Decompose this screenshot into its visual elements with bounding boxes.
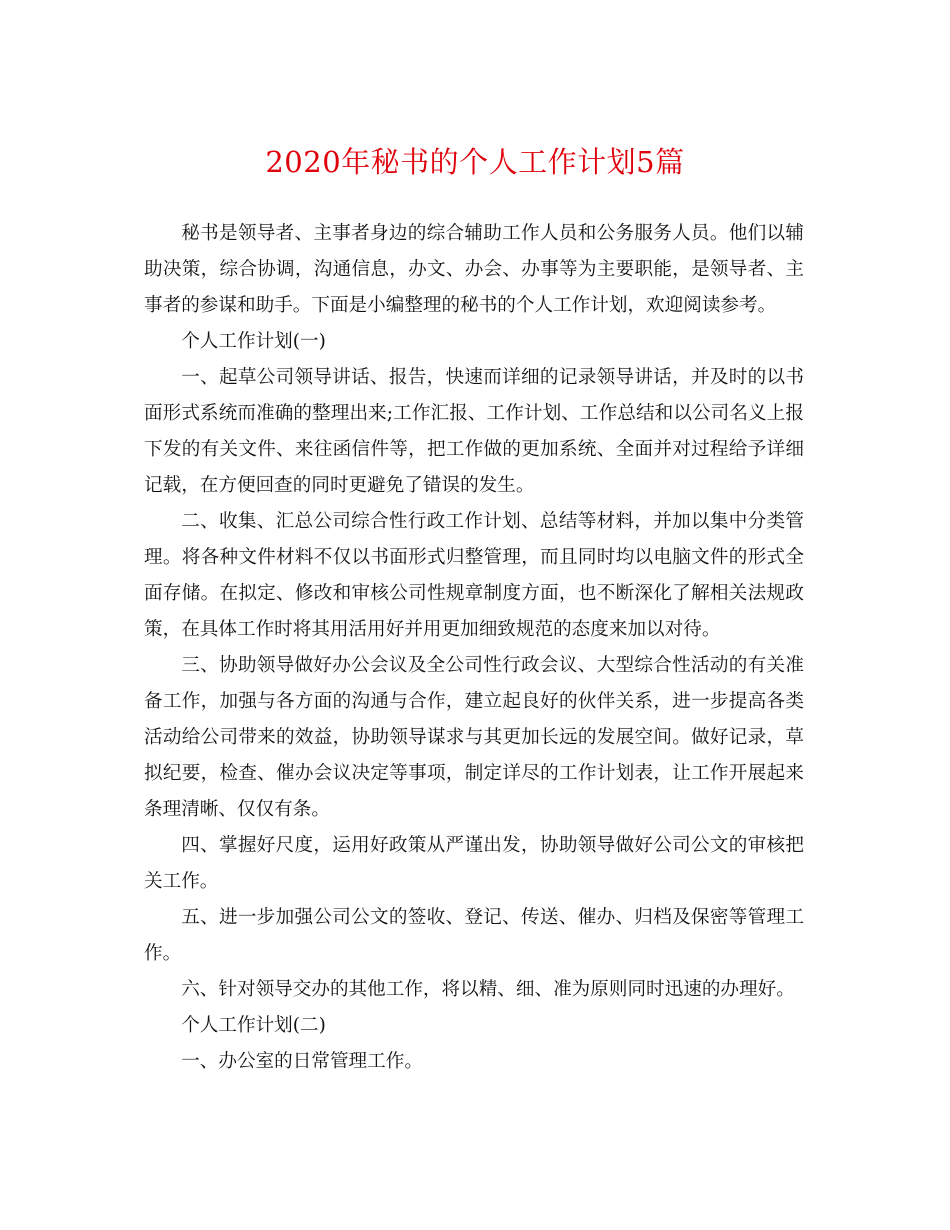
plan-1-item-5: 五、进一步加强公司公文的签收、登记、传送、催办、归档及保密等管理工作。 <box>144 907 804 964</box>
section-heading-plan-2: 个人工作计划(二) <box>181 1015 326 1036</box>
intro-paragraph: 秘书是领导者、主事者身边的综合辅助工作人员和公务服务人员。他们以辅助决策，综合协调，沟通信息，办文、办会、办事等为主要职能，是领导者、主事者的参谋和助手。下面是小编整理的秘书的个人工作计划，欢迎阅读参考。 <box>144 223 804 316</box>
section-heading-plan-1: 个人工作计划(一) <box>181 331 326 352</box>
document-title: 2020年秘书的个人工作计划5篇 <box>265 145 685 179</box>
plan-1-item-6: 六、针对领导交办的其他工作，将以精、细、准为原则同时迅速的办理好。 <box>181 979 795 1000</box>
plan-1-item-1: 一、起草公司领导讲话、报告，快速而详细的记录领导讲话，并及时的以书面形式系统而准确的整理出来;工作汇报、工作计划、工作总结和以公司名义上报下发的有关文件、来往函信件等，把工作做的更加系统、全面并对过程给予详细记载，在方便回查的同时更避免了错误的发生。 <box>144 367 804 496</box>
plan-1-item-4: 四、掌握好尺度，运用好政策从严谨出发，协助领导做好公司公文的审核把关工作。 <box>144 835 804 892</box>
document-body <box>144 216 804 1080</box>
plan-1-item-2: 二、收集、汇总公司综合性行政工作计划、总结等材料，并加以集中分类管理。将各种文件材料不仅以书面形式归整管理，而且同时均以电脑文件的形式全面存储。在拟定、修改和审核公司性规章制度方面，也不断深化了解相关法规政策，在具体工作时将其用活用好并用更加细致规范的态度来加以对待。 <box>144 511 804 640</box>
plan-2-item-1: 一、办公室的日常管理工作。 <box>181 1051 423 1072</box>
plan-1-item-3: 三、协助领导做好办公会议及全公司性行政会议、大型综合性活动的有关准备工作，加强与各方面的沟通与合作，建立起良好的伙伴关系，进一步提高各类活动给公司带来的效益，协助领导谋求与其更加长远的发展空间。做好记录，草拟纪要，检查、催办会议决定等事项，制定详尽的工作计划表，让工作开展起来条理清晰、仅仅有条。 <box>144 655 804 820</box>
